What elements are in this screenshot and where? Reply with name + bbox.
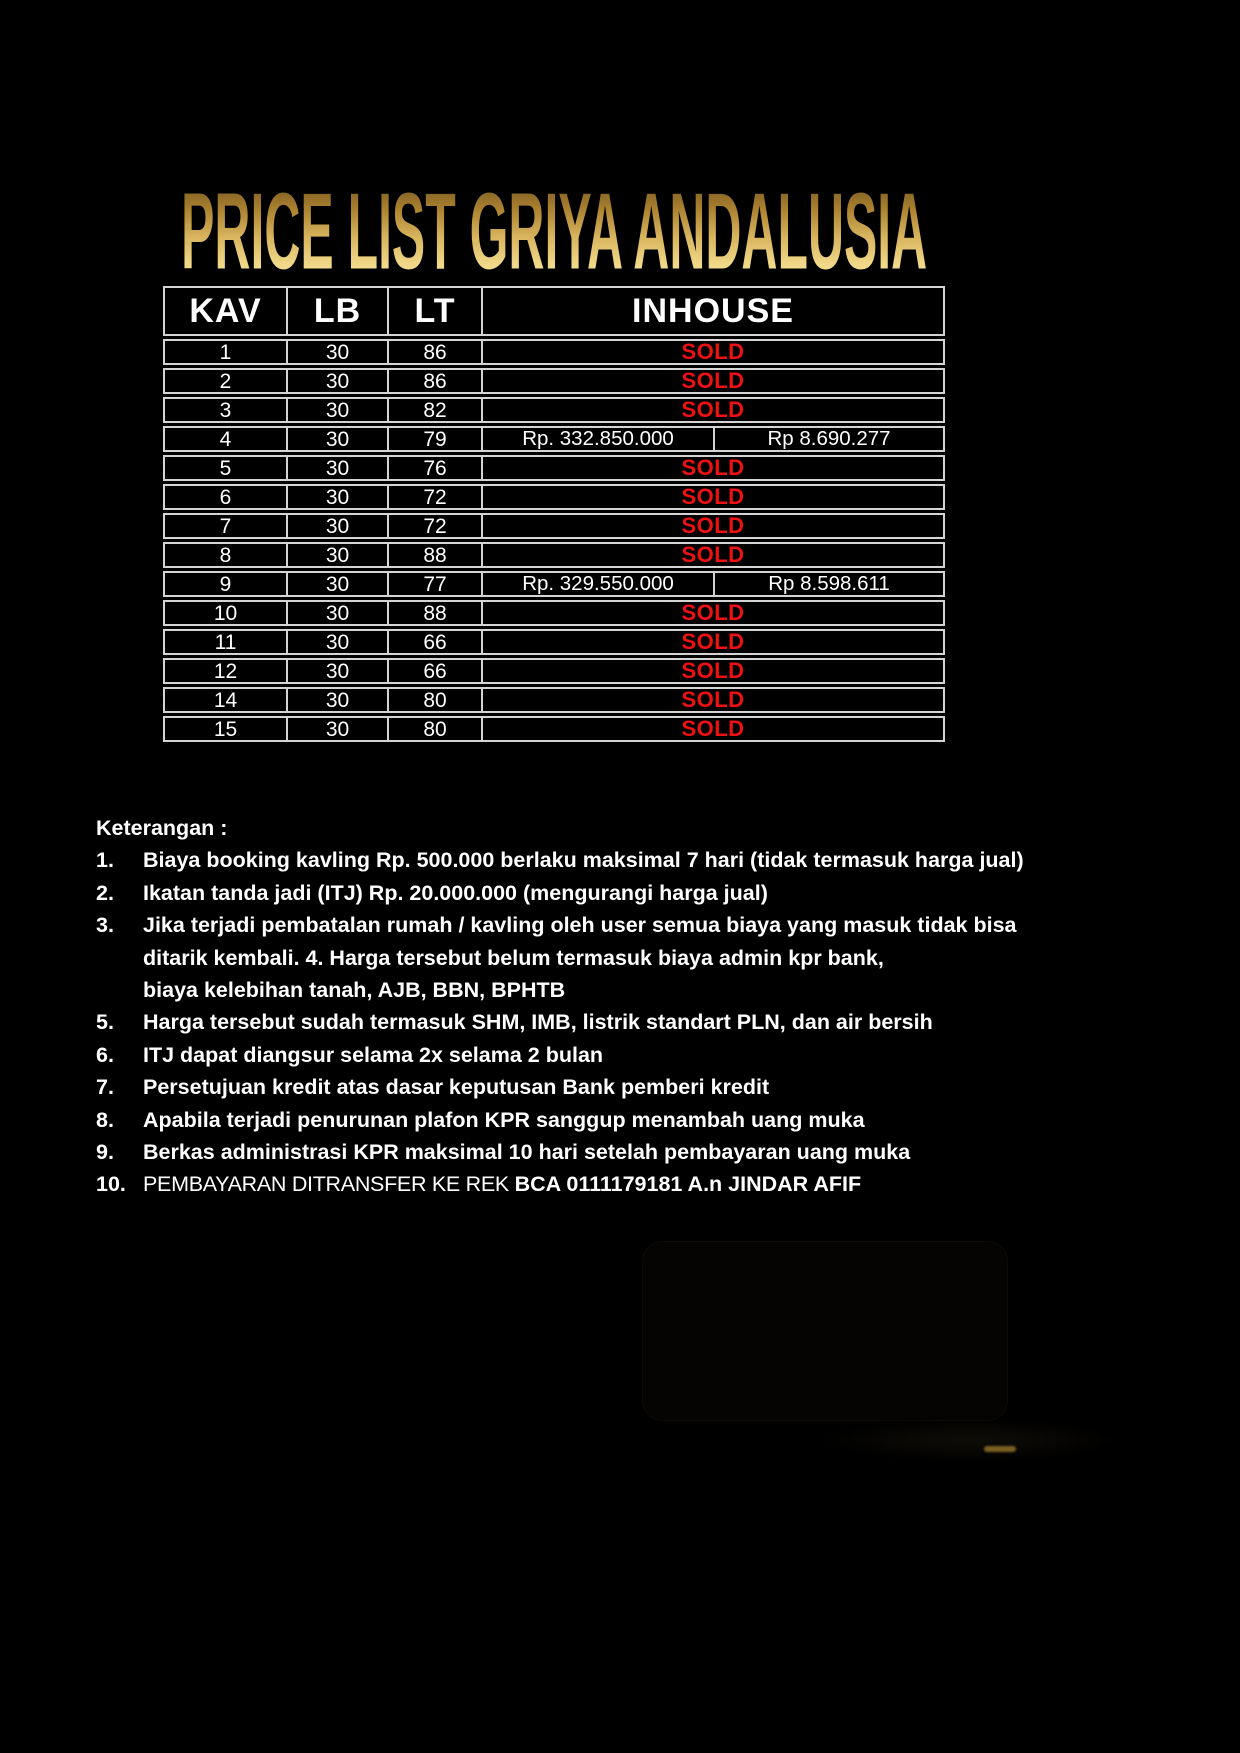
cell-lb: 30 [286, 571, 387, 597]
note-number: 1. [96, 848, 114, 873]
page-title-text: PRICE LIST GRIYA ANDALUSIA [180, 171, 928, 293]
cell-status-sold: SOLD [481, 513, 945, 539]
cell-kav: 5 [163, 455, 286, 481]
notes-list [96, 844, 1206, 1200]
watermark-smudge [820, 1418, 1120, 1462]
cell-lb: 30 [286, 397, 387, 423]
note-text: Berkas administrasi KPR maksimal 10 hari setelah pembayaran uang muka [143, 1140, 911, 1165]
note-number: 9. [96, 1140, 114, 1165]
cell-kav: 6 [163, 484, 286, 510]
table-row [163, 426, 945, 452]
table-row [163, 658, 945, 684]
cell-status-sold: SOLD [481, 484, 945, 510]
cell-status-sold: SOLD [481, 542, 945, 568]
cell-lb: 30 [286, 484, 387, 510]
column-header-lb: LB [286, 286, 387, 336]
cell-lb: 30 [286, 426, 387, 452]
note-item [96, 1168, 1206, 1200]
table-header-row [163, 286, 945, 336]
cell-lt: 66 [387, 658, 481, 684]
cell-kav: 7 [163, 513, 286, 539]
cell-kav: 9 [163, 571, 286, 597]
cell-lb: 30 [286, 600, 387, 626]
table-row [163, 687, 945, 713]
table-row [163, 629, 945, 655]
note-text: Biaya booking kavling Rp. 500.000 berlaku maksimal 7 hari (tidak termasuk harga jual) [143, 848, 1024, 873]
watermark-gold-streak [984, 1446, 1016, 1452]
table-row [163, 397, 945, 423]
note-text: Ikatan tanda jadi (ITJ) Rp. 20.000.000 (mengurangi harga jual) [143, 880, 768, 905]
cell-lb: 30 [286, 542, 387, 568]
cell-lt: 88 [387, 600, 481, 626]
cell-lb: 30 [286, 716, 387, 742]
cell-price: Rp. 332.850.000 [481, 426, 713, 452]
note-item [96, 1104, 1206, 1136]
table-row [163, 368, 945, 394]
cell-price: Rp. 329.550.000 [481, 571, 713, 597]
cell-status-sold: SOLD [481, 455, 945, 481]
cell-lt: 80 [387, 687, 481, 713]
table-row [163, 716, 945, 742]
note-text: Persetujuan kredit atas dasar keputusan Bank pemberi kredit [143, 1075, 770, 1100]
notes-heading: Keterangan : [96, 816, 228, 840]
cell-lt: 86 [387, 368, 481, 394]
cell-status-sold: SOLD [481, 658, 945, 684]
cell-kav: 12 [163, 658, 286, 684]
note-continuation-line: ditarik kembali. 4. Harga tersebut belum termasuk biaya admin kpr bank, [143, 945, 884, 970]
cell-lb: 30 [286, 339, 387, 365]
cell-kav: 14 [163, 687, 286, 713]
note-number: 5. [96, 1010, 114, 1035]
page-title [163, 167, 945, 297]
cell-lt: 86 [387, 339, 481, 365]
note-number: 2. [96, 880, 114, 905]
watermark-card [642, 1241, 1008, 1421]
note-number: 8. [96, 1107, 114, 1132]
note-number: 7. [96, 1075, 114, 1100]
cell-status-sold: SOLD [481, 397, 945, 423]
table-row [163, 455, 945, 481]
note-item [96, 844, 1206, 876]
cell-status-sold: SOLD [481, 716, 945, 742]
cell-lt: 76 [387, 455, 481, 481]
cell-lb: 30 [286, 629, 387, 655]
table-row [163, 513, 945, 539]
note-text: PEMBAYARAN DITRANSFER KE REK [143, 1172, 515, 1197]
cell-lt: 79 [387, 426, 481, 452]
cell-kav: 10 [163, 600, 286, 626]
note-item [96, 1039, 1206, 1071]
cell-status-sold: SOLD [481, 629, 945, 655]
cell-lt: 88 [387, 542, 481, 568]
note-number: 3. [96, 913, 114, 938]
note-item [96, 877, 1206, 909]
column-header-lt: LT [387, 286, 481, 336]
table-row [163, 571, 945, 597]
cell-installment: Rp 8.598.611 [713, 571, 945, 597]
cell-status-sold: SOLD [481, 339, 945, 365]
cell-status-sold: SOLD [481, 600, 945, 626]
cell-lb: 30 [286, 513, 387, 539]
table-row [163, 542, 945, 568]
price-table [163, 283, 945, 745]
table-row [163, 339, 945, 365]
column-header-inhouse: INHOUSE [481, 286, 945, 336]
cell-lt: 80 [387, 716, 481, 742]
note-item [96, 1136, 1206, 1168]
note-text: ITJ dapat diangsur selama 2x selama 2 bulan [143, 1042, 604, 1067]
notes-section [96, 812, 1206, 1201]
cell-lt: 72 [387, 484, 481, 510]
table-row [163, 600, 945, 626]
cell-kav: 1 [163, 339, 286, 365]
note-text: Harga tersebut sudah termasuk SHM, IMB, listrik standart PLN, dan air bersih [143, 1010, 933, 1035]
cell-kav: 2 [163, 368, 286, 394]
cell-kav: 11 [163, 629, 286, 655]
cell-lt: 66 [387, 629, 481, 655]
note-text-bold: BCA 0111179181 A.n JINDAR AFIF [514, 1172, 862, 1197]
cell-lb: 30 [286, 658, 387, 684]
note-number: 10. [96, 1172, 126, 1197]
note-continuation-line: biaya kelebihan tanah, AJB, BBN, BPHTB [143, 978, 566, 1003]
note-number: 6. [96, 1042, 114, 1067]
cell-kav: 4 [163, 426, 286, 452]
column-header-kav: KAV [163, 286, 286, 336]
note-item [96, 1071, 1206, 1103]
cell-lb: 30 [286, 368, 387, 394]
cell-kav: 15 [163, 716, 286, 742]
cell-lb: 30 [286, 455, 387, 481]
cell-kav: 3 [163, 397, 286, 423]
cell-status-sold: SOLD [481, 687, 945, 713]
table-row [163, 484, 945, 510]
note-text: Apabila terjadi penurunan plafon KPR sanggup menambah uang muka [143, 1107, 865, 1132]
note-item [96, 1006, 1206, 1038]
note-text: Jika terjadi pembatalan rumah / kavling oleh user semua biaya yang masuk tidak bisa [143, 913, 1017, 938]
cell-installment: Rp 8.690.277 [713, 426, 945, 452]
cell-status-sold: SOLD [481, 368, 945, 394]
note-item [96, 909, 1206, 941]
cell-lb: 30 [286, 687, 387, 713]
cell-lt: 82 [387, 397, 481, 423]
cell-lt: 77 [387, 571, 481, 597]
cell-kav: 8 [163, 542, 286, 568]
cell-lt: 72 [387, 513, 481, 539]
